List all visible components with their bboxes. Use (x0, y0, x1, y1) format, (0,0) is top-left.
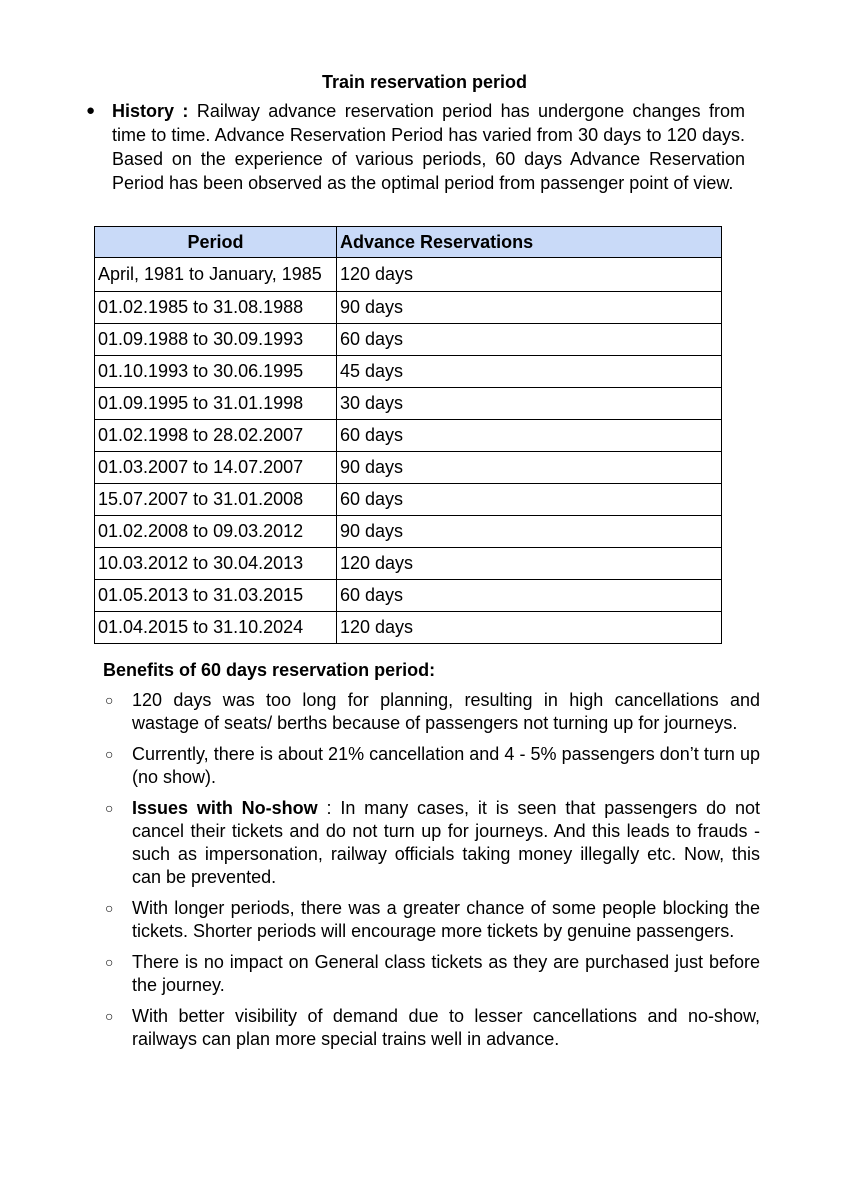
benefit-item (105, 743, 760, 789)
header-advance-reservations: Advance Reservations (337, 227, 722, 258)
circle-bullet-icon: ○ (105, 746, 114, 762)
period-cell: 15.07.2007 to 31.01.2008 (95, 484, 337, 516)
circle-bullet-icon: ○ (105, 1008, 114, 1024)
circle-bullet-icon: ○ (105, 692, 114, 708)
benefit-text: There is no impact on General class tickets as they are purchased just before the journey. (132, 952, 760, 995)
period-cell: 01.02.1998 to 28.02.2007 (95, 420, 337, 452)
table-row (95, 388, 722, 420)
benefits-heading: Benefits of 60 days reservation period: (103, 660, 436, 680)
circle-bullet-icon: ○ (105, 954, 114, 970)
period-cell: 01.09.1995 to 31.01.1998 (95, 388, 337, 420)
benefit-text: With better visibility of demand due to lesser cancellations and no-show, railways can plan more special trains well in advance. (132, 1006, 760, 1049)
benefit-item (105, 797, 760, 889)
page-title: Train reservation period (321, 72, 528, 92)
advance-reservation-cell: 120 days (337, 612, 722, 644)
period-cell: April, 1981 to January, 1985 (95, 258, 337, 292)
period-cell: 01.09.1988 to 30.09.1993 (95, 324, 337, 356)
table-row (95, 292, 722, 324)
advance-reservation-cell: 120 days (337, 258, 722, 292)
advance-reservation-cell: 30 days (337, 388, 722, 420)
table-row (95, 548, 722, 580)
table-row (95, 420, 722, 452)
circle-bullet-icon: ○ (105, 900, 114, 916)
period-cell: 01.03.2007 to 14.07.2007 (95, 452, 337, 484)
history-label: History : (112, 101, 189, 121)
advance-reservation-cell: 60 days (337, 324, 722, 356)
period-cell: 01.02.1985 to 31.08.1988 (95, 292, 337, 324)
benefit-item (105, 897, 760, 943)
table-header-row (95, 227, 722, 258)
advance-reservation-cell: 60 days (337, 580, 722, 612)
history-text: Railway advance reservation period has undergone changes from time to time. Advance Reservation Period has varied from 30 days to 120 days. Based on the experience of various periods, 60 days Advance Reservation Period has been observed as the optimal period from passenger point of view. (112, 101, 745, 193)
period-cell: 01.10.1993 to 30.06.1995 (95, 356, 337, 388)
table-row (95, 516, 722, 548)
header-period: Period (95, 227, 337, 258)
benefit-item (105, 1005, 760, 1051)
benefit-text: 120 days was too long for planning, resulting in high cancellations and wastage of seats/ berths because of passengers not turning up for journeys. (132, 690, 760, 733)
period-cell: 01.02.2008 to 09.03.2012 (95, 516, 337, 548)
advance-reservation-cell: 90 days (337, 452, 722, 484)
benefit-item (105, 689, 760, 735)
benefit-text: Currently, there is about 21% cancellation and 4 - 5% passengers don’t turn up (no show). (132, 744, 760, 787)
table-row (95, 580, 722, 612)
benefit-text: : In many cases, it is seen that passengers do not cancel their tickets and do not turn up for journeys. And this leads to frauds - such as impersonation, railway officials taking money illegally etc. Now, this can be prevented. (132, 798, 761, 887)
advance-reservation-cell: 120 days (337, 548, 722, 580)
table-row (95, 324, 722, 356)
advance-reservation-cell: 60 days (337, 484, 722, 516)
benefits-list (105, 689, 760, 1059)
circle-bullet-icon: ○ (105, 800, 114, 816)
period-cell: 10.03.2012 to 30.04.2013 (95, 548, 337, 580)
period-cell: 01.04.2015 to 31.10.2024 (95, 612, 337, 644)
reservation-period-table (94, 226, 722, 644)
history-paragraph (112, 99, 745, 195)
advance-reservation-cell: 90 days (337, 516, 722, 548)
benefit-item (105, 951, 760, 997)
table-body (95, 258, 722, 644)
advance-reservation-cell: 60 days (337, 420, 722, 452)
table-row (95, 452, 722, 484)
benefit-text: With longer periods, there was a greater chance of some people blocking the tickets. Shorter periods will encourage more tickets by genuine passengers. (132, 898, 760, 941)
table-row (95, 612, 722, 644)
advance-reservation-cell: 45 days (337, 356, 722, 388)
bullet-icon: ● (86, 102, 96, 119)
period-cell: 01.05.2013 to 31.03.2015 (95, 580, 337, 612)
table-row (95, 484, 722, 516)
benefit-label: Issues with No-show (132, 798, 318, 818)
table-row (95, 258, 722, 292)
advance-reservation-cell: 90 days (337, 292, 722, 324)
table-row (95, 356, 722, 388)
